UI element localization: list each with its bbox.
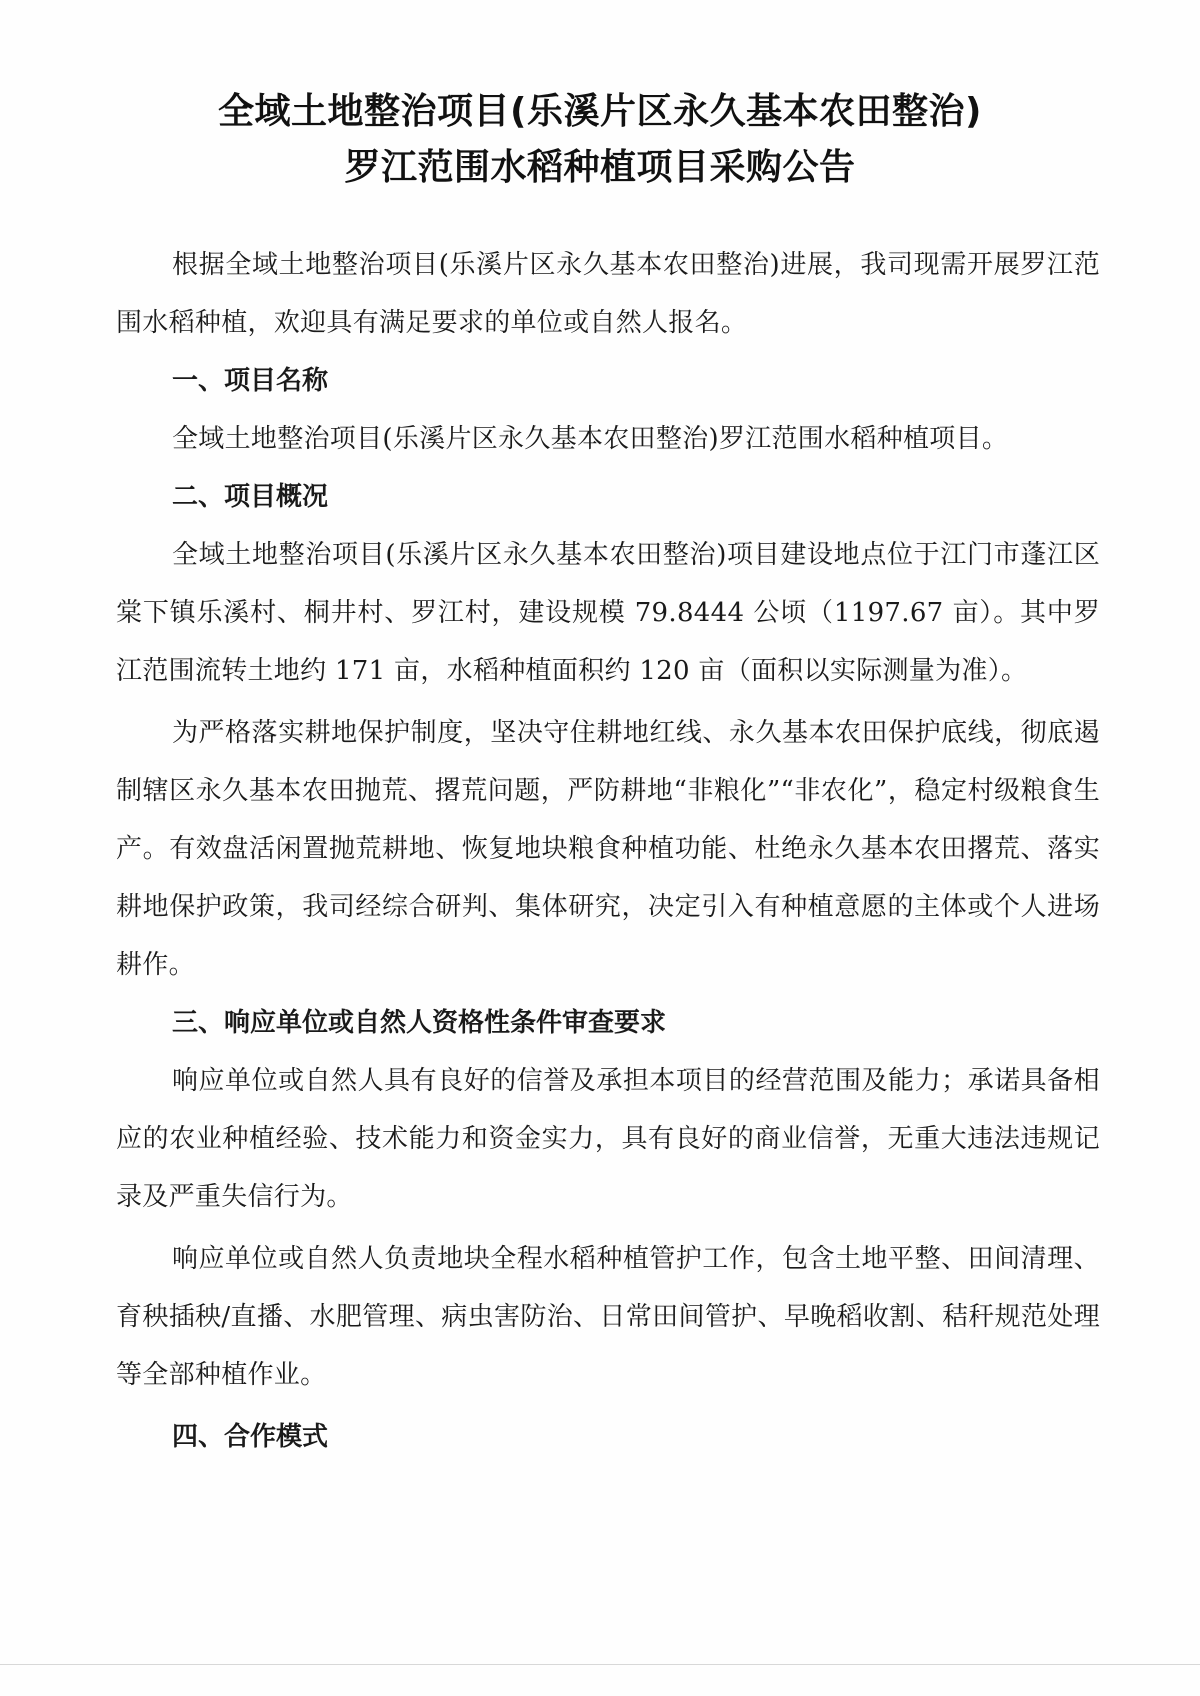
- qualification-paragraph: 响应单位或自然人具有良好的信誉及承担本项目的经营范围及能力；承诺具备相应的农业种植经验、技术能力和资金实力，具有良好的商业信誉，无重大违法违规记录及严重失信行为。: [116, 1066, 1100, 1212]
- section-heading-qualification: 三、响应单位或自然人资格性条件审查要求: [172, 1008, 667, 1038]
- title-line-2: 罗江范围水稻种植项目采购公告: [344, 147, 856, 188]
- section-heading-cooperation-mode: 四、合作模式: [172, 1422, 329, 1452]
- project-name-paragraph: 全域土地整治项目(乐溪片区永久基本农田整治)罗江范围水稻种植项目。: [172, 424, 1009, 454]
- intro-paragraph: 根据全域土地整治项目(乐溪片区永久基本农田整治)进展，我司现需开展罗江范围水稻种植，欢迎具有满足要求的单位或自然人报名。: [116, 250, 1100, 338]
- document-title: [0, 84, 1200, 196]
- project-purpose-paragraph: 为严格落实耕地保护制度，坚决守住耕地红线、永久基本农田保护底线，彻底遏制辖区永久基本农田抛荒、撂荒问题，严防耕地“非粮化”“非农化”，稳定村级粮食生产。有效盘活闲置抛荒耕地、恢复地块粮食种植功能、杜绝永久基本农田撂荒、落实耕地保护政策，我司经综合研判、集体研究，决定引入有种植意愿的主体或个人进场耕作。: [116, 718, 1100, 980]
- responsibility-paragraph: 响应单位或自然人负责地块全程水稻种植管护工作，包含土地平整、田间清理、育秧插秧/直播、水肥管理、病虫害防治、日常田间管护、早晚稻收割、秸秆规范处理等全部种植作业。: [116, 1244, 1100, 1390]
- project-overview-paragraph: 全域土地整治项目(乐溪片区永久基本农田整治)项目建设地点位于江门市蓬江区棠下镇乐溪村、桐井村、罗江村，建设规模 79.8444 公顷（1197.67 亩）。其中罗江范围流转土地约 171 亩，水稻种植面积约 120 亩（面积以实际测量为准）。: [116, 540, 1100, 686]
- title-line-1: 全域土地整治项目(乐溪片区永久基本农田整治): [218, 91, 982, 132]
- section-heading-project-name: 一、项目名称: [172, 366, 329, 396]
- section-heading-project-overview: 二、项目概况: [172, 482, 329, 512]
- page-bottom-divider: [0, 1664, 1200, 1665]
- document-body: [116, 236, 1100, 1466]
